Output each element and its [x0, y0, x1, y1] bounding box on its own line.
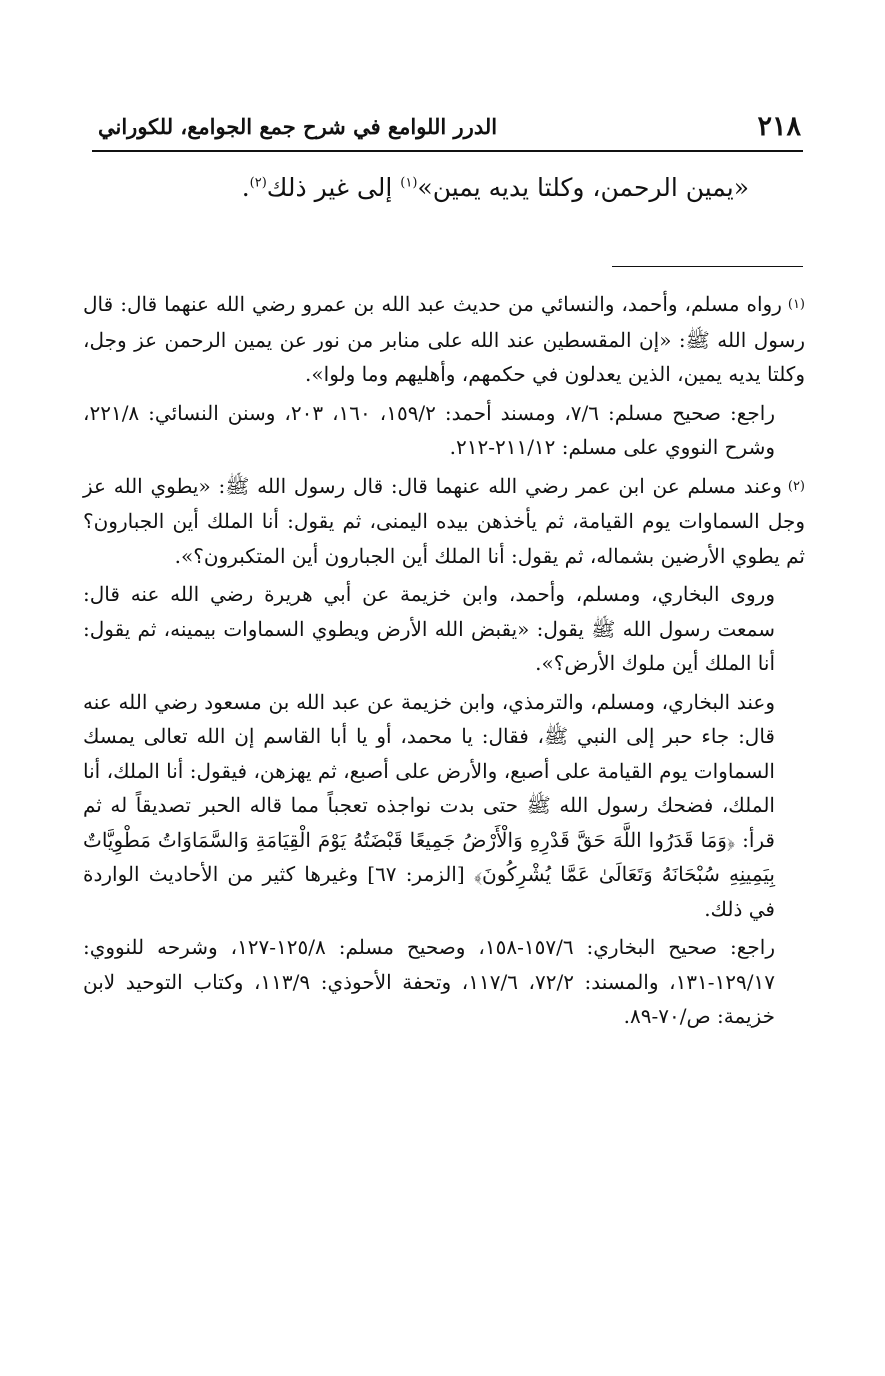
header-rule — [92, 150, 803, 152]
footnote-1-paragraph — [83, 287, 805, 392]
footnote-2-paragraph — [83, 469, 805, 574]
footnote-ref-2[interactable]: (٢) — [249, 175, 267, 191]
page-number: ٢١٨ — [757, 110, 801, 142]
footnote-2-references: راجع: صحيح البخاري: ١٥٧/٦-١٥٨، وصحيح مسلم: ١٢٥/٨-١٢٧، وشرحه للنووي: ١٢٩/١٧-١٣١، والمسند: ٧٢/٢، ١١٧/٦، وتحفة الأحوذي: ١١٣/٩، وكتاب التوحيد لابن خزيمة: ص/٧٠-٨٩. — [83, 935, 776, 1028]
footnote-ref-1[interactable]: (١) — [400, 175, 418, 191]
main-text-quote: «يمين الرحمن، وكلتا يديه يمين» — [417, 173, 749, 202]
footnote-2-marker: (٢) — [787, 478, 805, 494]
footnotes — [83, 287, 805, 1038]
footnote-1-text: رواه مسلم، وأحمد، والنسائي من حديث عبد الله بن عمرو رضي الله عنهما قال: قال رسول الله ﷺ: «إن المقسطين عند الله على منابر من نور عن يمين الرحمن عز وجل، وكلتا يديه يمين، الذين يعدلون في حكمهم، وأهليهم وما ولوا». — [83, 292, 805, 386]
footnote-2-hadith-ibn-masud: وعند البخاري، ومسلم، والترمذي، وابن خزيمة عن عبد الله بن مسعود رضي الله عنه قال: جاء حبر إلى النبي ﷺ، فقال: يا محمد، أو يا أبا القاسم إن الله تعالى يمسك السماوات يوم القيامة على أصبع، والأرض على أصبع، ثم يهزهن، فيقول: أنا الملك، أنا الملك، فضحك رسول الله ﷺ حتى بدت نواجذه تعجباً مما قاله الحبر تصديقاً له ثم قرأ: ﴿وَمَا قَدَرُوا اللَّهَ حَقَّ قَدْرِهِ وَالْأَرْضُ جَمِيعًا قَبْضَتُهُ يَوْمَ الْقِيَامَةِ وَالسَّمَاوَاتُ مَطْوِيَّاتٌ بِيَمِينِهِ سُبْحَانَهُ وَتَعَالَىٰ عَمَّا يُشْرِكُونَ﴾ [الزمر: ٦٧] وغيرها كثير من الأحاديث الواردة في ذلك. — [83, 689, 775, 921]
footnote-1 — [83, 287, 805, 465]
page-header — [92, 104, 803, 148]
main-text — [129, 166, 749, 210]
footnote-2-text: وعند مسلم عن ابن عمر رضي الله عنهما قال: قال رسول الله ﷺ: «يطوي الله عز وجل السماوات يوم القيامة، ثم يأخذهن بيده اليمنى، ثم يقول: أنا الملك أين الجبارون؟ ثم يطوي الأرضين بشماله، ثم يقول: أنا الملك أين الجبارون أين المتكبرون؟». — [83, 473, 805, 568]
main-text-continuation: إلى غير ذلك — [266, 173, 401, 202]
running-title: الدرر اللوامع في شرح جمع الجوامع، للكوراني — [98, 113, 498, 139]
footnote-2 — [83, 469, 805, 1034]
main-text-end: . — [241, 173, 250, 202]
footnote-separator — [612, 266, 803, 267]
footnote-1-marker: (١) — [787, 297, 805, 312]
footnote-1-references: راجع: صحيح مسلم: ٧/٦، ومسند أحمد: ١٥٩/٢، ١٦٠، ٢٠٣، وسنن النسائي: ٢٢١/٨، وشرح النووي على مسلم: ٢١١/١٢-٢١٢. — [83, 400, 775, 459]
footnote-2-hadith-abu-hurayra: وروى البخاري، ومسلم، وأحمد، وابن خزيمة عن أبي هريرة رضي الله عنه قال: سمعت رسول الله ﷺ يقول: «يقبض الله الأرض ويطوي السماوات بيمينه، ثم يقول: أنا الملك أين ملوك الأرض؟». — [83, 582, 775, 675]
